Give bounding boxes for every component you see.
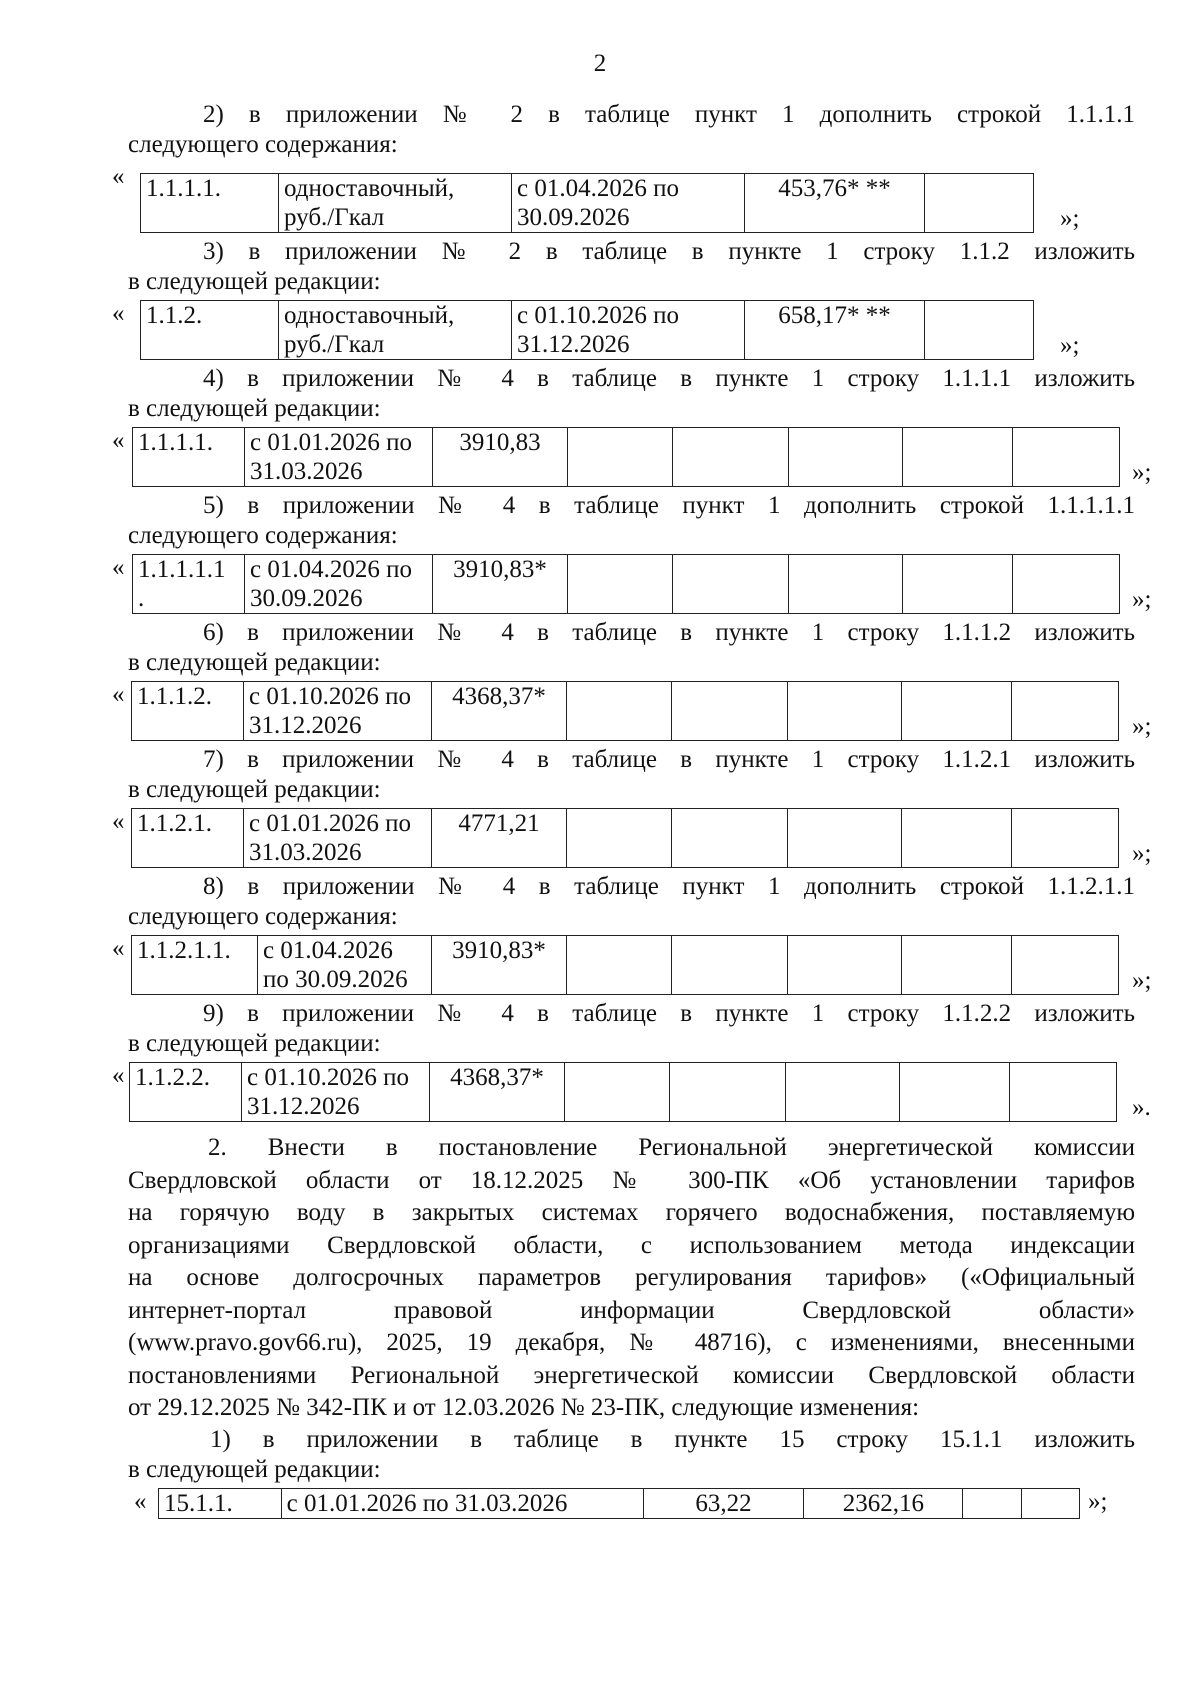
close-quote: »; (1132, 459, 1152, 486)
row-id-cell: 1.1.2.2. (130, 1063, 242, 1122)
empty-cell (672, 936, 788, 995)
empty-cell (902, 682, 1012, 741)
item-9-line1: 9) в приложении № 4 в таблице в пункте 1 строку 1.1.2.2 изложить (203, 1000, 1135, 1027)
open-quote: « (112, 300, 125, 327)
open-quote: « (112, 808, 125, 835)
unit-cell: одноставочный, руб./Гкал (279, 174, 512, 233)
item-4-line2: в следующей редакции: (128, 395, 381, 422)
empty-cell (903, 555, 1013, 614)
empty-cell (1021, 1489, 1079, 1519)
period-cell: с 01.04.2026 по 30.09.2026 (245, 555, 433, 614)
table-row (133, 428, 1120, 487)
table-item-8 (131, 935, 1119, 995)
item-15-line1: 1) в приложении в таблице в пункте 15 строку 15.1.1 изложить (210, 1426, 1135, 1453)
table-item-3 (140, 300, 1034, 360)
empty-cell (1013, 428, 1120, 487)
value-cell: 3910,83* (432, 936, 567, 995)
open-quote: « (112, 1062, 125, 1089)
paragraph-line: (www.pravo.gov66.ru), 2025, 19 декабря, № 48716), с изменениями, внесенными (128, 1329, 1135, 1356)
empty-cell (963, 1489, 1021, 1519)
empty-cell (788, 936, 902, 995)
close-quote: »; (1132, 586, 1152, 613)
row-id-cell: 1.1.2. (141, 301, 279, 360)
item-8-line2: следующего содержания: (128, 903, 398, 930)
item-6-line2: в следующей редакции: (128, 649, 381, 676)
table-item-2 (140, 173, 1034, 233)
close-quote: »; (1060, 205, 1080, 232)
period-cell: с 01.04.2026 по 30.09.2026 (258, 936, 432, 995)
paragraph-line: на основе долгосрочных параметров регулирования тарифов» («Официальный (128, 1264, 1135, 1291)
item-3-line1: 3) в приложении № 2 в таблице в пункте 1 строку 1.1.2 изложить (203, 238, 1135, 265)
value-cell: 3910,83 (433, 428, 568, 487)
table-row (133, 555, 1120, 614)
paragraph-line: постановлениями Региональной энергетической комиссии Свердловской области (128, 1361, 1135, 1389)
close-quote: »; (1132, 713, 1152, 740)
empty-cell (1013, 555, 1120, 614)
paragraph-line: от 29.12.2025 № 342-ПК и от 12.03.2026 № 23-ПК, следующие изменения: (128, 1394, 920, 1421)
value-cell: 658,17* ** (745, 301, 925, 360)
empty-cell (788, 809, 902, 868)
empty-cell (902, 936, 1012, 995)
value-cell: 4368,37* (430, 1063, 565, 1122)
row-id-cell: 1.1.1.1. (133, 428, 245, 487)
table-row (130, 1063, 1117, 1122)
row-id-cell: 1.1.1.2. (132, 682, 244, 741)
item-2-line1: 2) в приложении № 2 в таблице пункт 1 дополнить строкой 1.1.1.1 (203, 101, 1135, 128)
empty-cell (788, 682, 902, 741)
row-id-cell: 1.1.1.1.1 . (133, 555, 245, 614)
item-9-line2: в следующей редакции: (128, 1030, 381, 1057)
item-15-line2: в следующей редакции: (128, 1456, 381, 1483)
value-cell: 2362,16 (804, 1489, 963, 1519)
item-6-line1: 6) в приложении № 4 в таблице в пункте 1 строку 1.1.1.2 изложить (203, 619, 1135, 646)
empty-cell (568, 555, 673, 614)
empty-cell (786, 1063, 900, 1122)
item-8-line1: 8) в приложении № 4 в таблице пункт 1 дополнить строкой 1.1.2.1.1 (203, 873, 1135, 900)
item-5-line2: следующего содержания: (128, 522, 398, 549)
open-quote: « (112, 554, 125, 581)
empty-cell (1012, 682, 1119, 741)
empty-cell (903, 428, 1013, 487)
item-7-line1: 7) в приложении № 4 в таблице в пункте 1 строку 1.1.2.1 изложить (203, 746, 1135, 773)
open-quote: « (134, 1488, 147, 1515)
empty-cell (672, 682, 788, 741)
close-quote: »; (1060, 332, 1080, 359)
table-row (132, 936, 1119, 995)
value-cell: 4771,21 (432, 809, 567, 868)
item-4-line1: 4) в приложении № 4 в таблице в пункте 1 строку 1.1.1.1 изложить (203, 365, 1135, 392)
unit-cell: одноставочный, руб./Гкал (279, 301, 512, 360)
open-quote: « (112, 163, 125, 190)
row-id-cell: 1.1.2.1. (132, 809, 244, 868)
empty-cell (1010, 1063, 1117, 1122)
close-quote: »; (1132, 967, 1152, 994)
empty-cell (565, 1063, 670, 1122)
value-cell: 63,22 (643, 1489, 804, 1519)
period-cell: с 01.01.2026 по 31.03.2026 (245, 428, 433, 487)
period-cell: с 01.10.2026 по 31.12.2026 (242, 1063, 430, 1122)
empty-cell (567, 809, 672, 868)
empty-cell (670, 1063, 786, 1122)
row-id-cell: 1.1.1.1. (141, 174, 279, 233)
empty-cell (672, 809, 788, 868)
close-quote: »; (1088, 1488, 1108, 1515)
table-row (141, 301, 1034, 360)
period-cell: с 01.10.2026 по 31.12.2026 (244, 682, 432, 741)
period-cell: с 01.04.2026 по 30.09.2026 (512, 174, 745, 233)
period-cell: с 01.01.2026 по 31.03.2026 (281, 1489, 643, 1519)
item-3-line2: в следующей редакции: (128, 268, 381, 295)
empty-cell (567, 682, 672, 741)
empty-cell (925, 301, 1034, 360)
empty-cell (567, 936, 672, 995)
table-row (132, 682, 1119, 741)
period-cell: с 01.01.2026 по 31.03.2026 (244, 809, 432, 868)
paragraph-line: интернет-портал правовой информации Свердловской области» (128, 1296, 1135, 1324)
table-item-9 (129, 1062, 1117, 1122)
empty-cell (900, 1063, 1010, 1122)
open-quote: « (112, 935, 125, 962)
table-item-15 (158, 1488, 1080, 1519)
close-quote: ». (1132, 1094, 1151, 1121)
table-item-7 (131, 808, 1119, 868)
paragraph-2 (128, 1132, 1135, 1425)
empty-cell (673, 428, 789, 487)
paragraph-line: на горячую воду в закрытых системах горячего водоснабжения, поставляемую (128, 1199, 1135, 1226)
open-quote: « (112, 427, 125, 454)
period-cell: с 01.10.2026 по 31.12.2026 (512, 301, 745, 360)
row-id-cell: 15.1.1. (159, 1489, 282, 1519)
empty-cell (673, 555, 789, 614)
empty-cell (789, 428, 903, 487)
empty-cell (1012, 936, 1119, 995)
table-row (141, 174, 1034, 233)
paragraph-line: 2. Внести в постановление Региональной энергетической комиссии (208, 1134, 1135, 1161)
paragraph-line: Свердловской области от 18.12.2025 № 300-ПК «Об установлении тарифов (128, 1166, 1135, 1194)
page-number: 2 (593, 50, 607, 77)
value-cell: 3910,83* (433, 555, 568, 614)
empty-cell (925, 174, 1034, 233)
item-2-line2: следующего содержания: (128, 131, 398, 158)
paragraph-line: организациями Свердловской области, с использованием метода индексации (128, 1231, 1135, 1259)
row-id-cell: 1.1.2.1.1. (132, 936, 258, 995)
table-item-5 (132, 554, 1120, 614)
empty-cell (1012, 809, 1119, 868)
table-row (132, 809, 1119, 868)
close-quote: »; (1132, 840, 1152, 867)
value-cell: 4368,37* (432, 682, 567, 741)
item-7-line2: в следующей редакции: (128, 776, 381, 803)
open-quote: « (112, 681, 125, 708)
table-item-6 (131, 681, 1119, 741)
empty-cell (789, 555, 903, 614)
item-5-line1: 5) в приложении № 4 в таблице пункт 1 дополнить строкой 1.1.1.1.1 (203, 492, 1135, 519)
empty-cell (902, 809, 1012, 868)
empty-cell (568, 428, 673, 487)
value-cell: 453,76* ** (745, 174, 925, 233)
table-row (159, 1489, 1080, 1519)
table-item-4 (132, 427, 1120, 487)
